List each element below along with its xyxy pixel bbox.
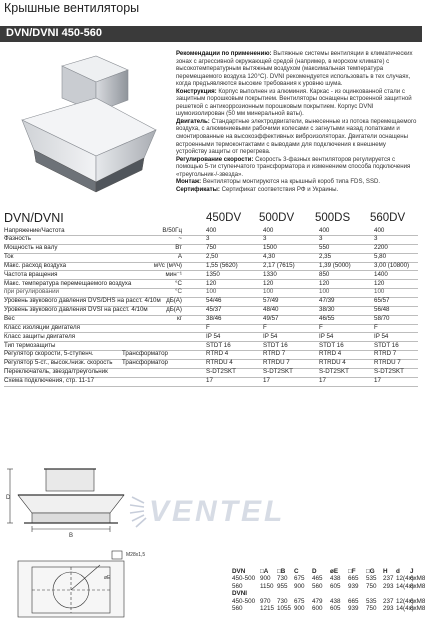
dim-cell: □G bbox=[366, 568, 375, 575]
spec-value: 47/39 bbox=[319, 297, 335, 305]
dim-cell: 14(4x) bbox=[396, 582, 414, 590]
spec-value: 2,35 bbox=[319, 253, 332, 261]
dim-cell: 535 bbox=[366, 575, 377, 583]
dim-cell: d bbox=[396, 568, 400, 575]
spec-unit: дБ(А) bbox=[166, 306, 182, 314]
spec-value: STDT 16 bbox=[263, 341, 288, 349]
spec-value: 550 bbox=[319, 244, 330, 252]
spec-value: IP 54 bbox=[206, 332, 221, 340]
spec-value: 58/70 bbox=[374, 315, 390, 322]
spec-unit: Трансформатор bbox=[122, 359, 169, 367]
spec-value: 100 bbox=[206, 288, 217, 296]
spec-value: S-DT2SKT bbox=[206, 368, 236, 376]
spec-value: 100 bbox=[319, 288, 330, 296]
dim-cell: 560 bbox=[232, 604, 243, 612]
dim-cell: H bbox=[383, 568, 388, 575]
spec-value: 17 bbox=[374, 376, 381, 384]
dim-cell: 8xM8 bbox=[410, 582, 425, 590]
dim-cell: 939 bbox=[348, 582, 359, 590]
dims-row bbox=[232, 575, 425, 583]
dim-cell: 438 bbox=[330, 597, 341, 605]
spec-value: RTRDU 7 bbox=[374, 359, 401, 367]
spec-value: 1350 bbox=[206, 270, 220, 278]
spec-value: 5,80 bbox=[374, 253, 387, 261]
spec-label: Уровень звукового давления DVS/DHS на расст. 4/10м bbox=[4, 297, 161, 305]
desc-motor: Двигатель: Стандартные электродвигатели, вынесенные из потока перемещаемого воздуха, с алюминиевыми рабочими колесами с загнутыми назад лопатками и смонтированные на высокоэффективных виброизоляторах. Двигатели оснащены встроенными термоконтактами с выводами для подключения к внешнему устройству защиты от перегрева. bbox=[176, 117, 417, 156]
table-heading: DVN/DVNI bbox=[4, 211, 64, 225]
spec-value: 57/49 bbox=[263, 297, 279, 305]
dim-cell: 730 bbox=[277, 597, 288, 605]
dim-cell: 750 bbox=[366, 604, 377, 612]
desc-construction: Конструкция: Корпус выполнен из алюминия. Каркас - из оцинкованной стали с защитным порошковым покрытием. Вентиляторы оснащены встроенной защитной решеткой с антикоррозионным порошковым покрытием. Корпус DVNI шумоизолирован (50 мм минеральной ваты). bbox=[176, 87, 412, 118]
spec-value: 120 bbox=[263, 279, 274, 287]
spec-unit: А bbox=[177, 253, 182, 261]
svg-text:VENTEL: VENTEL bbox=[149, 495, 286, 528]
spec-value: 38/30 bbox=[319, 306, 335, 314]
spec-unit: °С bbox=[175, 288, 182, 296]
spec-value: 3 bbox=[319, 235, 323, 243]
spec-value: F bbox=[374, 323, 378, 331]
desc-certificates: Сертификаты: Сертификат соответствия РФ и Украины. bbox=[176, 185, 339, 193]
dim-cell: C bbox=[294, 568, 299, 575]
dim-cell: 970 bbox=[260, 597, 271, 605]
spec-unit: Трансформатор bbox=[122, 350, 169, 358]
dim-cell: 8xM8 bbox=[410, 604, 425, 612]
desc-application: Рекомендации по применению: Вытяжные системы вентиляции в климатических зонах с агрессивной окружающей средой (например, в морском климате) с высокотемпературным вытяжным воздухом (максимальная температура перемещаемого воздуха 120°С). DVNI рекомендуется использовать в тех случаях, когда предъявляются высокие требования к уровню шума. bbox=[176, 50, 413, 88]
dim-cell: 750 bbox=[366, 582, 377, 590]
spec-value: 17 bbox=[206, 376, 213, 384]
spec-label: Частота вращения bbox=[4, 270, 58, 278]
ventel-logo bbox=[130, 495, 285, 528]
spec-value: 120 bbox=[374, 279, 385, 287]
dim-cell: 955 bbox=[277, 582, 288, 590]
spec-label: Регулятор скорости, 5-ступенч. bbox=[4, 350, 94, 358]
dim-cell: 293 bbox=[383, 604, 394, 612]
dims-row bbox=[232, 604, 425, 612]
spec-value: 120 bbox=[206, 279, 217, 287]
dims-header-row bbox=[232, 568, 418, 575]
column-header: 500DV bbox=[259, 212, 295, 224]
spec-value: 400 bbox=[319, 226, 330, 234]
spec-value: 400 bbox=[206, 226, 217, 234]
dim-cell: øE bbox=[330, 568, 339, 575]
dim-cell: 1055 bbox=[277, 604, 292, 612]
product-title-bar bbox=[0, 26, 422, 42]
spec-value: RTRDU 4 bbox=[206, 359, 233, 367]
spec-label: Вес bbox=[4, 315, 15, 322]
spec-value: 56/48 bbox=[374, 306, 390, 314]
spec-unit: м³/с (м³/ч) bbox=[153, 261, 182, 269]
dim-cell: 12(4x) bbox=[396, 597, 414, 605]
spec-value: 1330 bbox=[263, 270, 277, 278]
spec-value: 3 bbox=[374, 235, 378, 243]
dim-cell: 450-500 bbox=[232, 597, 256, 605]
spec-value: IP 54 bbox=[374, 332, 389, 340]
dim-cell: 900 bbox=[294, 604, 305, 612]
spec-unit: В/50Гц bbox=[162, 226, 182, 234]
dim-cell: □B bbox=[277, 568, 286, 575]
product-title: DVN/DVNI 450-560 bbox=[6, 27, 102, 39]
dim-cell: 465 bbox=[312, 575, 323, 583]
spec-value: 45/37 bbox=[206, 306, 222, 314]
spec-label: Ток bbox=[4, 253, 14, 261]
dim-cell: DVN bbox=[232, 568, 246, 575]
dim-cell: 939 bbox=[348, 604, 359, 612]
spec-value: 100 bbox=[263, 288, 274, 296]
spec-label: Класс изоляции двигателя bbox=[4, 323, 80, 331]
spec-value: 850 bbox=[319, 270, 330, 278]
dims-row bbox=[232, 582, 425, 590]
dims-row bbox=[232, 597, 425, 605]
spec-value: 38/46 bbox=[206, 315, 222, 322]
spec-label: Напряжение/Частота bbox=[4, 226, 65, 234]
product-photo bbox=[4, 46, 172, 208]
dim-cell: 1150 bbox=[260, 582, 274, 590]
dim-cell: 12(4x) bbox=[396, 575, 414, 583]
desc-mounting: Монтаж: Вентиляторы монтируются на крышный короб типа FDS, SSD. bbox=[176, 178, 381, 186]
column-header: 450DV bbox=[206, 212, 242, 224]
spec-value: IP 54 bbox=[319, 332, 334, 340]
dim-cell: 560 bbox=[312, 582, 323, 590]
spec-unit: °С bbox=[175, 279, 182, 287]
spec-value: RTRDU 4 bbox=[319, 359, 346, 367]
spec-value: 100 bbox=[374, 288, 385, 296]
dim-cell: 6xM8 bbox=[410, 597, 425, 605]
spec-value: 1,39 (5000) bbox=[319, 261, 351, 269]
spec-unit: мин⁻¹ bbox=[165, 270, 182, 278]
spec-value: 65/57 bbox=[374, 297, 390, 305]
spec-label: Схема подключения, стр. 11-17 bbox=[4, 376, 95, 384]
spec-value: 3 bbox=[206, 235, 210, 243]
spec-value: RTRD 7 bbox=[374, 350, 397, 358]
spec-value: 46/55 bbox=[319, 315, 335, 322]
spec-value: 2,50 bbox=[206, 253, 219, 261]
spec-value: STDT 16 bbox=[374, 341, 399, 349]
spec-value: F bbox=[263, 323, 267, 331]
dim-cell: 6xM8 bbox=[410, 575, 425, 583]
spec-label: Уровень звукового давления DVSI на расст. 4/10м bbox=[4, 306, 148, 314]
spec-row bbox=[4, 377, 418, 387]
spec-unit: ~ bbox=[178, 235, 182, 243]
spec-value: F bbox=[206, 323, 210, 331]
dim-cell: 675 bbox=[294, 575, 305, 583]
spec-label: Класс защиты двигателя bbox=[4, 332, 76, 340]
spec-value: 120 bbox=[319, 279, 330, 287]
dim-cell: 237 bbox=[383, 597, 394, 605]
spec-value: F bbox=[319, 323, 323, 331]
spec-value: STDT 16 bbox=[206, 341, 231, 349]
section-title: Крышные вентиляторы bbox=[4, 1, 140, 15]
spec-value: 750 bbox=[206, 244, 217, 252]
dim-cell: 900 bbox=[260, 575, 271, 583]
dim-cell: 675 bbox=[294, 597, 305, 605]
dim-cell: 479 bbox=[312, 597, 323, 605]
spec-value: S-DT2SKT bbox=[263, 368, 293, 376]
dim-cell: 665 bbox=[348, 597, 359, 605]
spec-unit: Вт bbox=[175, 244, 182, 252]
dim-cell: 535 bbox=[366, 597, 377, 605]
dim-cell: □A bbox=[260, 568, 269, 575]
spec-value: 1500 bbox=[263, 244, 277, 252]
spec-label: Макс. температура перемещаемого воздуха bbox=[4, 279, 132, 287]
spec-label: при регулировании bbox=[4, 288, 60, 296]
spec-value: 2,17 (7615) bbox=[263, 261, 295, 269]
spec-value: RTRD 4 bbox=[206, 350, 229, 358]
spec-label: Мощность на валу bbox=[4, 244, 58, 252]
spec-value: STDT 16 bbox=[319, 341, 344, 349]
dim-cell: 450-500 bbox=[232, 575, 256, 583]
spec-label: Макс. расход воздуха bbox=[4, 261, 67, 269]
dim-cell: 665 bbox=[348, 575, 359, 583]
spec-label: Тип термозащиты bbox=[4, 341, 56, 349]
spec-value: 54/46 bbox=[206, 297, 222, 305]
dim-cell: 560 bbox=[232, 582, 243, 590]
spec-value: RTRD 4 bbox=[319, 350, 342, 358]
dim-label-e: øE bbox=[104, 575, 111, 581]
spec-value: 1400 bbox=[374, 270, 388, 278]
dim-cell: D bbox=[312, 568, 317, 575]
dim-label-d: D bbox=[6, 495, 11, 501]
dim-cell: J bbox=[410, 568, 414, 575]
spec-value: RTRD 7 bbox=[263, 350, 286, 358]
column-header: 560DV bbox=[370, 212, 406, 224]
dim-cell: 1215 bbox=[260, 604, 275, 612]
dim-cell: □F bbox=[348, 568, 356, 575]
spec-value: 400 bbox=[263, 226, 274, 234]
spec-value: 3 bbox=[263, 235, 267, 243]
spec-value: 48/40 bbox=[263, 306, 279, 314]
dimensions-table bbox=[232, 568, 425, 612]
spec-value: 1,55 (5620) bbox=[206, 261, 238, 269]
dim-cell: 730 bbox=[277, 575, 288, 583]
desc-speed-control: Регулирование скорости: Скорость 3-фазных вентиляторов регулируется с помощью 5-ти ступенчатого трансформатора и изменением способа подключения «треугольник-/-звезда». bbox=[176, 155, 411, 178]
spec-value: RTRDU 7 bbox=[263, 359, 290, 367]
spec-label: Регулятор 5-ст., высок./низк. скорость bbox=[4, 359, 113, 367]
spec-value: IP 54 bbox=[263, 332, 278, 340]
spec-value: 49/57 bbox=[263, 315, 279, 322]
dim-label-m: M28x1,5 bbox=[126, 552, 146, 558]
spec-unit: дБ(А) bbox=[166, 297, 182, 305]
description-block bbox=[176, 50, 417, 193]
dims-dvni-label: DVNI bbox=[232, 590, 248, 598]
dim-cell: 605 bbox=[330, 604, 341, 612]
dim-label-b: B bbox=[68, 533, 74, 539]
spec-value: 17 bbox=[263, 376, 270, 384]
dim-cell: 293 bbox=[383, 582, 394, 590]
dim-cell: 900 bbox=[294, 582, 305, 590]
dim-cell: 605 bbox=[330, 582, 341, 590]
spec-value: 3,00 (10800) bbox=[374, 261, 410, 269]
spec-value: 2200 bbox=[374, 244, 388, 252]
spec-value: S-DT2SKT bbox=[374, 368, 404, 376]
dim-cell: 438 bbox=[330, 575, 341, 583]
spec-label: Переключатель, звезда/треугольник bbox=[4, 368, 108, 376]
dim-cell: 237 bbox=[383, 575, 394, 583]
spec-value: 400 bbox=[374, 226, 385, 234]
spec-value: 4,30 bbox=[263, 253, 276, 261]
spec-value: S-DT2SKT bbox=[319, 368, 349, 376]
dim-cell: 14(4x) bbox=[396, 604, 414, 612]
spec-label: Фазность bbox=[4, 235, 31, 243]
spec-unit: кг bbox=[177, 315, 182, 322]
dim-cell: 600 bbox=[312, 604, 323, 612]
column-header: 500DS bbox=[315, 212, 351, 224]
spec-value: 17 bbox=[319, 376, 326, 384]
